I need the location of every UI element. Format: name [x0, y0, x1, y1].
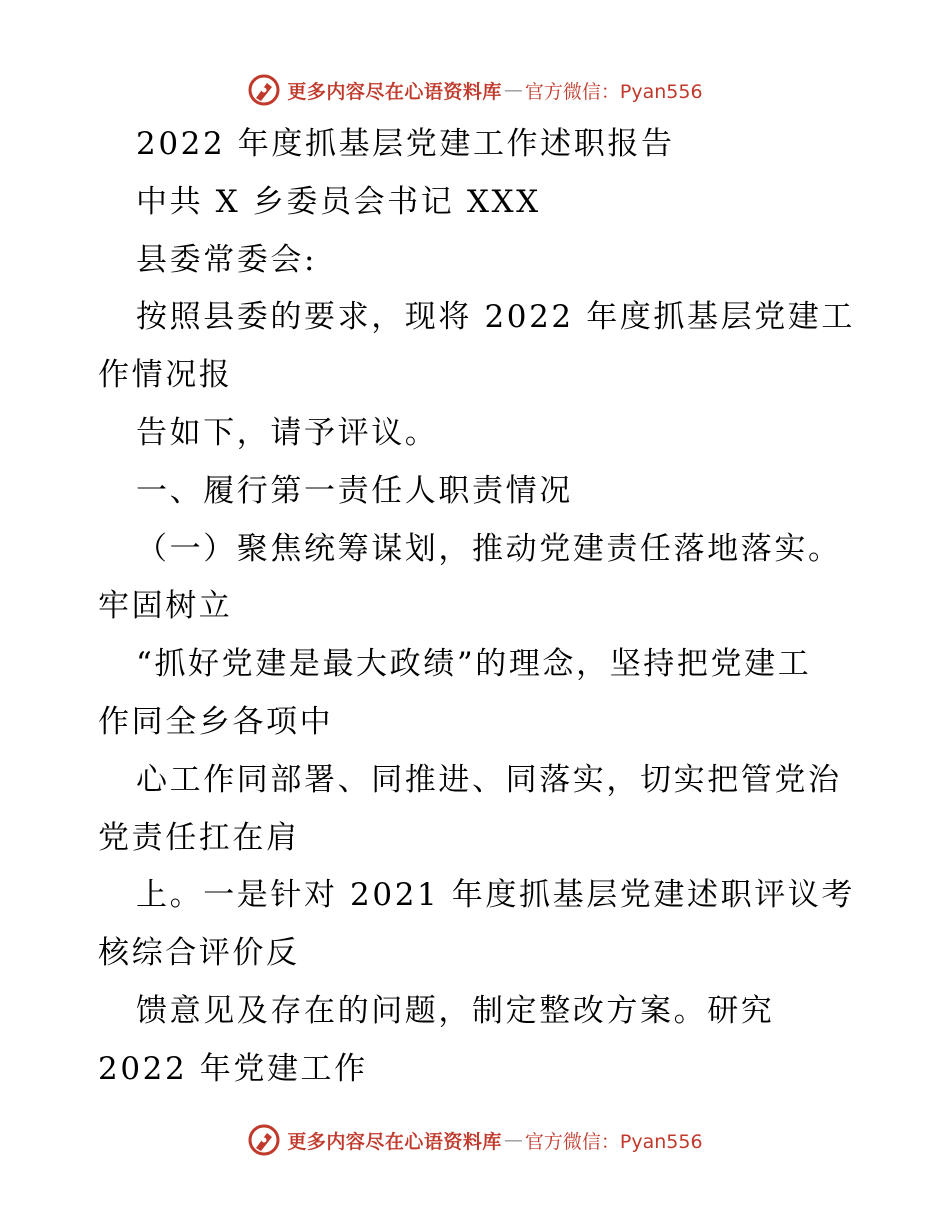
text-line: 心工作同部署、同推进、同落实，切实把管党治 — [136, 761, 842, 798]
text-line: 按照县委的要求，现将 2022 年度抓基层党建工 — [136, 299, 855, 336]
watermark-contact-text: 官方微信：Pyan556 — [524, 1130, 703, 1153]
text-line: 馈意见及存在的问题，制定整改方案。研究 — [136, 992, 775, 1029]
text-line: 2022 年党建工作 — [98, 1050, 368, 1087]
text-line: 告如下，请予评议。 — [136, 414, 439, 451]
header-watermark — [0, 70, 950, 110]
watermark-separator: — — [503, 79, 523, 101]
pen-nib-logo-icon — [247, 73, 281, 107]
text-line: 牢固树立 — [98, 588, 233, 625]
text-line: “抓好党建是最大政绩”的理念，坚持把党建工 — [136, 646, 812, 683]
salutation: 县委常委会: — [136, 241, 318, 278]
watermark-contact-text: 官方微信：Pyan556 — [524, 80, 703, 103]
document-body — [98, 116, 858, 1099]
text-line: 上。一是针对 2021 年度抓基层党建述职评议考 — [136, 877, 855, 914]
subsection-heading: （一）聚焦统筹谋划，推动党建责任落地落实。 — [136, 530, 842, 567]
text-line: 核综合评价反 — [98, 935, 300, 972]
watermark-main-text: 更多内容尽在心语资料库 — [287, 1130, 502, 1153]
document-author: 中共 X 乡委员会书记 XXX — [136, 183, 541, 220]
section-heading: 一、履行第一责任人职责情况 — [136, 472, 573, 509]
pen-nib-logo-icon — [247, 1123, 281, 1157]
text-line: 作情况报 — [98, 357, 233, 394]
watermark-separator: — — [503, 1129, 523, 1151]
text-line: 作同全乡各项中 — [98, 703, 334, 740]
footer-watermark — [0, 1120, 950, 1160]
watermark-main-text: 更多内容尽在心语资料库 — [287, 80, 502, 103]
document-title: 2022 年度抓基层党建工作述职报告 — [136, 126, 675, 162]
text-line: 党责任扛在肩 — [98, 819, 300, 856]
